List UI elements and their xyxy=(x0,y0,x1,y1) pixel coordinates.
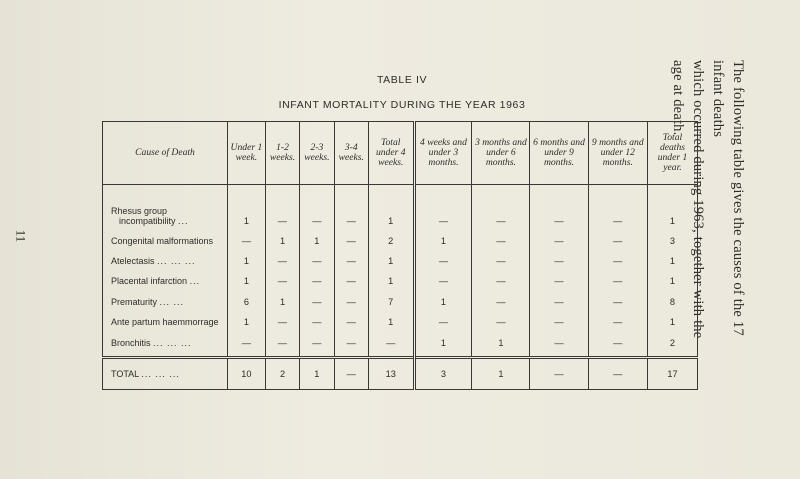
table-row xyxy=(103,226,698,246)
value-cell: — xyxy=(300,266,334,286)
total-value-cell: — xyxy=(588,357,647,389)
value-cell: — xyxy=(414,307,472,327)
cause-cell xyxy=(103,266,228,286)
value-cell: — xyxy=(588,286,647,306)
value-cell: 1 xyxy=(265,286,299,306)
value-cell: 1 xyxy=(265,226,299,246)
leader-dots: ... xyxy=(189,276,201,287)
value-cell: — xyxy=(414,185,472,226)
value-cell: — xyxy=(334,226,368,246)
value-cell: — xyxy=(588,307,647,327)
value-cell: 1 xyxy=(368,246,414,266)
total-value-cell: 2 xyxy=(265,357,299,389)
side-note-line-2: which occurred during 1963, together with the age at death. xyxy=(670,60,706,339)
cause-cell xyxy=(103,185,228,226)
cause-label: Prematurity xyxy=(111,296,158,307)
value-cell: 1 xyxy=(472,327,530,357)
value-cell: 1 xyxy=(414,327,472,357)
value-cell: — xyxy=(334,286,368,306)
value-cell: — xyxy=(368,327,414,357)
total-row xyxy=(103,357,698,389)
value-cell: 1 xyxy=(368,185,414,226)
table-row xyxy=(103,327,698,357)
column-header: 3-4 weeks. xyxy=(334,122,368,185)
leader-dots: ... xyxy=(178,215,189,226)
value-cell: 2 xyxy=(368,226,414,246)
value-cell: — xyxy=(588,327,647,357)
infant-mortality-table xyxy=(102,121,698,390)
value-cell: 7 xyxy=(368,286,414,306)
page-number: 11 xyxy=(13,229,29,243)
value-cell: — xyxy=(472,307,530,327)
total-value-cell: 17 xyxy=(647,357,697,389)
value-cell: — xyxy=(300,286,334,306)
value-cell: — xyxy=(472,246,530,266)
value-cell: — xyxy=(472,185,530,226)
table-row xyxy=(103,286,698,306)
table-row xyxy=(103,266,698,286)
value-cell: — xyxy=(414,246,472,266)
value-cell: 1 xyxy=(647,307,697,327)
value-cell: 1 xyxy=(368,266,414,286)
value-cell: — xyxy=(472,286,530,306)
column-header: 9 months and under 12 months. xyxy=(588,122,647,185)
cause-label: Ante partum haemmorrage xyxy=(111,317,219,328)
value-cell: 1 xyxy=(300,226,334,246)
value-cell: — xyxy=(265,266,299,286)
value-cell: — xyxy=(334,185,368,226)
value-cell: 1 xyxy=(647,266,697,286)
value-cell: — xyxy=(265,185,299,226)
column-header: 6 months and under 9 months. xyxy=(530,122,588,185)
cause-label: Placental infarction xyxy=(111,276,188,287)
value-cell: — xyxy=(472,226,530,246)
value-cell: — xyxy=(588,185,647,226)
total-value-cell: 10 xyxy=(228,357,266,389)
leader-dots: ... ... ... xyxy=(141,368,180,379)
total-label-cell xyxy=(103,357,228,389)
column-header: Under 1 week. xyxy=(228,122,266,185)
column-header: Cause of Death xyxy=(103,122,228,185)
cause-cell xyxy=(103,246,228,266)
table-row xyxy=(103,246,698,266)
value-cell: 2 xyxy=(647,327,697,357)
total-value-cell: 13 xyxy=(368,357,414,389)
value-cell: — xyxy=(530,307,588,327)
total-value-cell: — xyxy=(530,357,588,389)
value-cell: — xyxy=(530,185,588,226)
value-cell: — xyxy=(472,266,530,286)
value-cell: — xyxy=(588,246,647,266)
value-cell: — xyxy=(300,327,334,357)
value-cell: — xyxy=(334,307,368,327)
value-cell: — xyxy=(588,226,647,246)
cause-cell xyxy=(103,226,228,246)
value-cell: 1 xyxy=(647,246,697,266)
column-header: 1-2 weeks. xyxy=(265,122,299,185)
value-cell: — xyxy=(300,185,334,226)
column-header: Total deaths under 1 year. xyxy=(647,122,697,185)
value-cell: — xyxy=(228,226,266,246)
value-cell: 1 xyxy=(647,185,697,226)
cause-label-line-2: incompatibility xyxy=(119,215,176,226)
column-header: 3 months and under 6 months. xyxy=(472,122,530,185)
value-cell: — xyxy=(530,266,588,286)
total-value-cell: 1 xyxy=(300,357,334,389)
cause-label: Atelectasis xyxy=(111,256,155,267)
side-note-line-1: The following table gives the causes of the 17 infant deaths xyxy=(710,60,746,336)
cause-label: Bronchitis xyxy=(111,337,151,348)
table-subtitle: INFANT MORTALITY DURING THE YEAR 1963 xyxy=(278,99,526,111)
value-cell: 1 xyxy=(228,266,266,286)
value-cell: — xyxy=(334,246,368,266)
cause-cell xyxy=(103,286,228,306)
value-cell: — xyxy=(228,327,266,357)
value-cell: — xyxy=(300,246,334,266)
value-cell: 1 xyxy=(228,307,266,327)
column-header: 2-3 weeks. xyxy=(300,122,334,185)
value-cell: 1 xyxy=(228,246,266,266)
value-cell: — xyxy=(334,327,368,357)
cause-cell xyxy=(103,327,228,357)
value-cell: 1 xyxy=(414,286,472,306)
header-row xyxy=(103,122,698,185)
total-label: TOTAL xyxy=(111,368,139,379)
table-row xyxy=(103,185,698,226)
value-cell: — xyxy=(265,327,299,357)
cause-cell xyxy=(103,307,228,327)
value-cell: 6 xyxy=(228,286,266,306)
value-cell: — xyxy=(530,286,588,306)
total-value-cell: — xyxy=(334,357,368,389)
value-cell: — xyxy=(300,307,334,327)
cause-label-line-1: Rhesus group xyxy=(111,205,168,216)
value-cell: 1 xyxy=(228,185,266,226)
column-header: Total under 4 weeks. xyxy=(368,122,414,185)
value-cell: 3 xyxy=(647,226,697,246)
leader-dots: ... ... ... xyxy=(153,337,192,348)
value-cell: — xyxy=(265,246,299,266)
column-header: 4 weeks and under 3 months. xyxy=(414,122,472,185)
cause-label: Congenital malformations xyxy=(111,235,214,246)
total-value-cell: 1 xyxy=(472,357,530,389)
value-cell: 1 xyxy=(414,226,472,246)
value-cell: 1 xyxy=(368,307,414,327)
value-cell: 8 xyxy=(647,286,697,306)
value-cell: — xyxy=(530,246,588,266)
value-cell: — xyxy=(530,226,588,246)
value-cell: — xyxy=(588,266,647,286)
leader-dots: ... ... xyxy=(159,296,185,307)
value-cell: — xyxy=(265,307,299,327)
value-cell: — xyxy=(414,266,472,286)
leader-dots: ... ... ... xyxy=(157,256,196,267)
value-cell: — xyxy=(334,266,368,286)
table-row xyxy=(103,307,698,327)
value-cell: — xyxy=(530,327,588,357)
total-value-cell: 3 xyxy=(414,357,472,389)
table-title: TABLE IV xyxy=(376,74,428,86)
